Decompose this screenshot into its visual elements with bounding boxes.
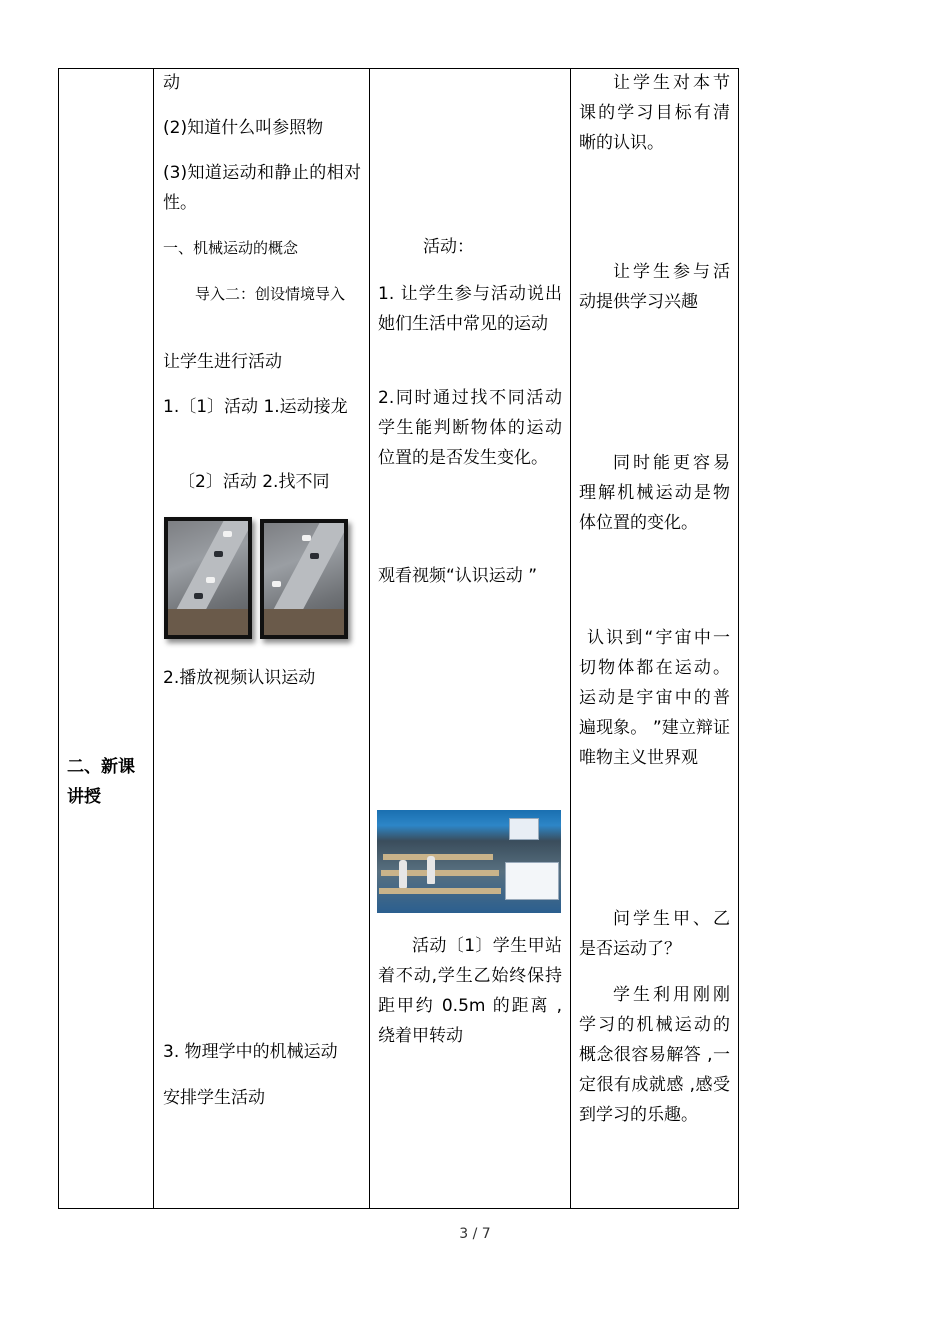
activity-1-description: 活动〔1〕学生甲站着不动,学生乙始终保持距甲约 0.5m 的距离 ,绕着甲转动: [378, 936, 562, 1046]
intent-interest: 让学生参与活动提供学习兴趣: [579, 262, 730, 312]
page-number: 3 / 7: [459, 1226, 491, 1242]
activity-label: 活动：: [423, 237, 474, 257]
table-bottom-border: [58, 1208, 739, 1209]
play-video-item: 2.播放视频认识运动: [163, 668, 316, 688]
goal-line-continuation: 动: [163, 73, 180, 93]
physics-mechanical-motion: 3. 物理学中的机械运动: [163, 1042, 338, 1062]
street-photo-left: [164, 517, 252, 639]
table-col-border-3: [369, 68, 370, 1209]
intent-learning-goals: 让学生对本节课的学习目标有清晰的认识。: [579, 73, 730, 153]
intent-understand-motion: 同时能更容易理解机械运动是物体位置的变化。: [579, 453, 730, 533]
table-col-border-2: [153, 68, 154, 1209]
intent-achievement: 学生利用刚刚学习的机械运动的概念很容易解答 ,一定很有成就感 ,感受到学习的乐趣。: [579, 985, 730, 1125]
section-label: 二、新课讲授: [67, 757, 135, 807]
activity-1-relay: 1.〔1〕活动 1.运动接龙: [163, 397, 348, 417]
goal-relativity: (3)知道运动和静止的相对性。: [163, 163, 361, 213]
intent-question: 问学生甲、乙是否运动了？: [579, 909, 730, 959]
activity-2-spot-difference: 〔2〕活动 2.找不同: [178, 472, 330, 492]
activity-item-2: 2.同时通过找不同活动学生能判断物体的运动位置的是否发生变化。: [378, 388, 562, 468]
classroom-video-still: [377, 810, 561, 913]
watch-video-item: 观看视频“认识运动 ”: [378, 566, 538, 586]
goal-reference-object: (2)知道什么叫参照物: [163, 118, 324, 138]
activity-item-1: 1. 让学生参与活动说出她们生活中常见的运动: [378, 284, 562, 334]
table-col-border-5: [738, 68, 739, 1209]
intro-scenario: 导入二：创设情境导入: [195, 285, 346, 303]
intent-worldview: 认识到“宇宙中一切物体都在运动。运动是宇宙中的普遍现象。 ”建立辩证唯物主义世界观: [579, 628, 730, 768]
arrange-student-activity: 安排学生活动: [163, 1088, 265, 1108]
table-col-border-1: [58, 68, 59, 1209]
street-photo-right: [260, 519, 348, 639]
table-col-border-4: [570, 68, 571, 1209]
let-students-activity: 让学生进行活动: [163, 352, 282, 372]
heading-mechanical-motion: 一、机械运动的概念: [163, 239, 299, 257]
